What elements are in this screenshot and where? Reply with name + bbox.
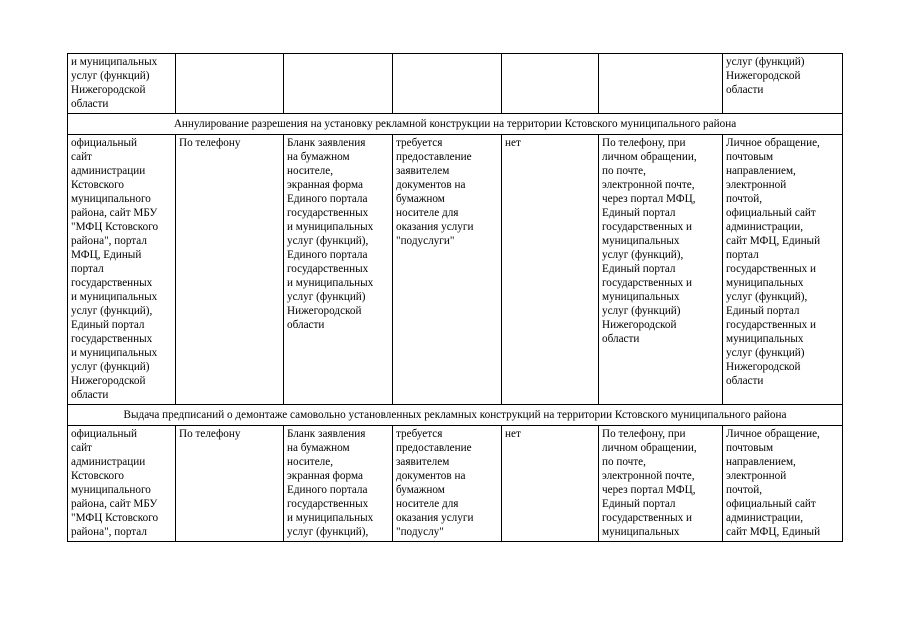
table-cell: [502, 54, 599, 114]
services-table: [67, 53, 843, 542]
table-cell: Бланк заявления на бумажном носителе, экранная форма Единого портала государственных и муниципальных услуг (функций), Единого портала государственных и муниципальных услуг (функций) Нижегородской области: [284, 135, 393, 405]
table-row: [68, 54, 843, 114]
table-cell: По телефону: [176, 426, 284, 542]
table-cell: Личное обращение, почтовым направлением, электронной почтой, официальный сайт администрации, сайт МФЦ, Единый: [723, 426, 843, 542]
section-row: [68, 114, 843, 135]
table-cell: нет: [502, 135, 599, 405]
table-cell: [393, 54, 502, 114]
table-row: [68, 426, 843, 542]
table-cell: официальный сайт администрации Кстовского муниципального района, сайт МБУ "МФЦ Кстовского района", портал: [68, 426, 176, 542]
section-title: Аннулирование разрешения на установку рекламной конструкции на территории Кстовского муниципального района: [68, 114, 843, 135]
table-row: [68, 135, 843, 405]
table-cell: требуется предоставление заявителем документов на бумажном носителе для оказания услуги "подуслуги": [393, 135, 502, 405]
table-cell: услуг (функций) Нижегородской области: [723, 54, 843, 114]
table-cell: По телефону, при личном обращении, по почте, электронной почте, через портал МФЦ, Единый портал государственных и муниципальных услуг (функций), Единый портал государственных и муниципальных услуг (функций) Нижегородской области: [599, 135, 723, 405]
table-cell: Бланк заявления на бумажном носителе, экранная форма Единого портала государственных и муниципальных услуг (функций),: [284, 426, 393, 542]
table-cell: По телефону: [176, 135, 284, 405]
section-title: Выдача предписаний о демонтаже самовольно установленных рекламных конструкций на территории Кстовского муниципального района: [68, 405, 843, 426]
section-row: [68, 405, 843, 426]
table-cell: Личное обращение, почтовым направлением, электронной почтой, официальный сайт администрации, сайт МФЦ, Единый портал государственных и муниципальных услуг (функций), Единый портал государственных и муниципальных услуг (функций) Нижегородской области: [723, 135, 843, 405]
table-cell: [284, 54, 393, 114]
document-page: [67, 53, 842, 542]
table-cell: требуется предоставление заявителем документов на бумажном носителе для оказания услуги "подуслу": [393, 426, 502, 542]
table-cell: [599, 54, 723, 114]
table-cell: По телефону, при личном обращении, по почте, электронной почте, через портал МФЦ, Единый портал государственных и муниципальных: [599, 426, 723, 542]
table-cell: [176, 54, 284, 114]
table-cell: официальный сайт администрации Кстовского муниципального района, сайт МБУ "МФЦ Кстовского района", портал МФЦ, Единый портал государственных и муниципальных услуг (функций), Единый портал государственных и муниципальных услуг (функций) Нижегородской области: [68, 135, 176, 405]
table-cell: и муниципальных услуг (функций) Нижегородской области: [68, 54, 176, 114]
table-cell: нет: [502, 426, 599, 542]
